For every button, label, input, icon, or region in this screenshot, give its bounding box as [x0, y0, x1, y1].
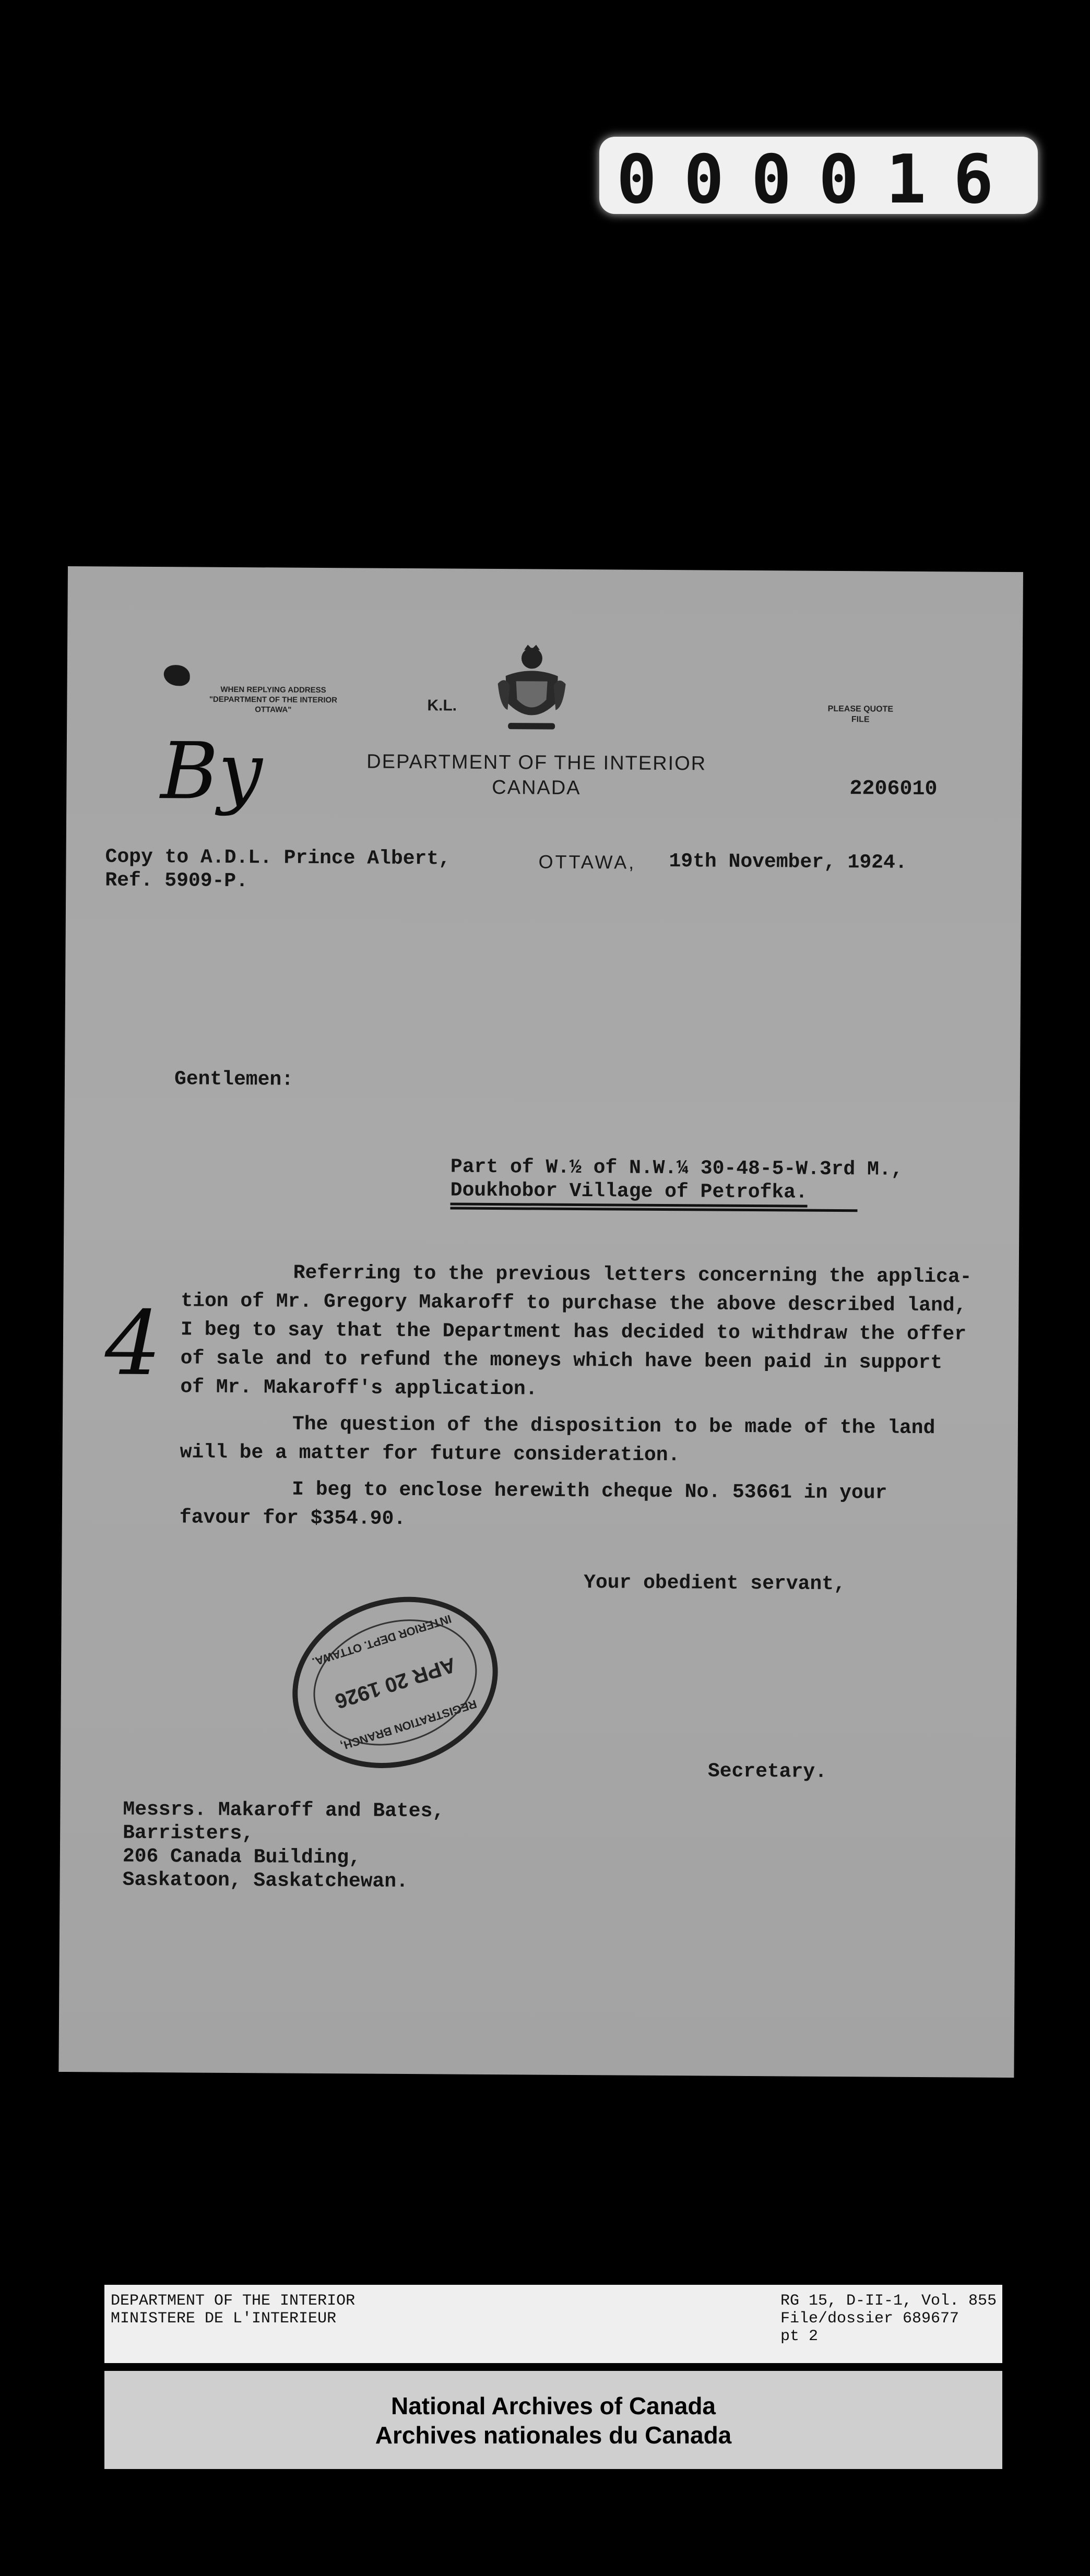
- coat-of-arms-emblem: [495, 645, 568, 734]
- subject-rule: [450, 1207, 857, 1212]
- margin-handwritten-mark: 4: [104, 1292, 162, 1396]
- frame-number-label: [599, 137, 1038, 219]
- body-line-4: of sale and to refund the moneys which have been paid in support: [180, 1347, 943, 1375]
- reply-address-note: [195, 684, 351, 715]
- reply-note-line-1: WHEN REPLYING ADDRESS: [220, 685, 326, 695]
- archive-reference-label: [104, 2285, 1002, 2363]
- closing-line: Your obedient servant,: [583, 1571, 846, 1596]
- stamp-branch: REGISTRATION BRANCH,: [339, 1697, 479, 1753]
- country-heading: CANADA: [492, 776, 581, 800]
- addressee-line-1: Messrs. Makaroff and Bates,: [123, 1798, 445, 1823]
- reply-note-line-2: "DEPARTMENT OF THE INTERIOR: [209, 695, 338, 705]
- stamp-date: APR 20 1926: [332, 1653, 459, 1713]
- signature-title: Secretary.: [707, 1760, 827, 1783]
- body-line-7: will be a matter for future consideration.: [180, 1441, 680, 1467]
- letter-date: 19th November, 1924.: [669, 850, 907, 874]
- stamp-department: INTERIOR DEPT. OTTAWA.: [310, 1612, 453, 1669]
- footer-file-number: File/dossier 689677: [780, 2310, 959, 2328]
- body-line-8: I beg to enclose herewith cheque No. 53661 in your: [292, 1478, 887, 1505]
- quote-file-line-1: PLEASE QUOTE: [827, 704, 894, 714]
- quote-file-label: [808, 704, 913, 725]
- body-line-5: of Mr. Makaroff's application.: [180, 1376, 538, 1401]
- addressee-line-2: Barristers,: [123, 1821, 254, 1845]
- archives-label: [104, 2371, 1002, 2469]
- frame-number: 000016: [616, 141, 1021, 219]
- department-heading: DEPARTMENT OF THE INTERIOR: [366, 750, 707, 775]
- archives-name-en: National Archives of Canada: [390, 2392, 716, 2419]
- reference-line: Ref. 5909-P.: [105, 869, 248, 893]
- body-line-9: favour for $354.90.: [179, 1506, 406, 1530]
- body-line-3: I beg to say that the Department has decided to withdraw the offer: [180, 1318, 967, 1346]
- letterhead-initials: K.L.: [427, 697, 457, 714]
- letter-sheet: [58, 566, 1023, 2078]
- footer-part: pt 2: [780, 2328, 819, 2345]
- handwritten-initials: By: [160, 726, 263, 818]
- copy-to-line: Copy to A.D.L. Prince Albert,: [105, 845, 451, 870]
- body-line-1: Referring to the previous letters concerning the applica-: [293, 1261, 972, 1289]
- footer-rg-reference: RG 15, D-II-1, Vol. 855: [780, 2292, 997, 2310]
- body-line-6: The question of the disposition to be made of the land: [292, 1413, 935, 1440]
- body-line-2: tion of Mr. Gregory Makaroff to purchase the above described land,: [181, 1290, 967, 1317]
- addressee-line-4: Saskatoon, Saskatchewan.: [122, 1868, 409, 1893]
- subject-line-2: Doukhobor Village of Petrofka.: [451, 1179, 808, 1207]
- file-number: 2206010: [849, 777, 938, 802]
- salutation: Gentlemen:: [174, 1068, 294, 1091]
- quote-file-line-2: FILE: [851, 715, 870, 724]
- footer-department-fr: MINISTERE DE L'INTERIEUR: [111, 2310, 337, 2328]
- registration-stamp: [270, 1571, 520, 1794]
- ink-blot-mark: [164, 665, 190, 686]
- addressee-line-3: 206 Canada Building,: [122, 1845, 361, 1869]
- reply-note-line-3: OTTAWA": [255, 705, 292, 714]
- place-label: OTTAWA,: [538, 851, 636, 873]
- subject-line-1: Part of W.½ of N.W.¼ 30-48-5-W.3rd M.,: [450, 1155, 903, 1181]
- archives-name-fr: Archives nationales du Canada: [375, 2422, 732, 2449]
- footer-department-en: DEPARTMENT OF THE INTERIOR: [111, 2292, 356, 2310]
